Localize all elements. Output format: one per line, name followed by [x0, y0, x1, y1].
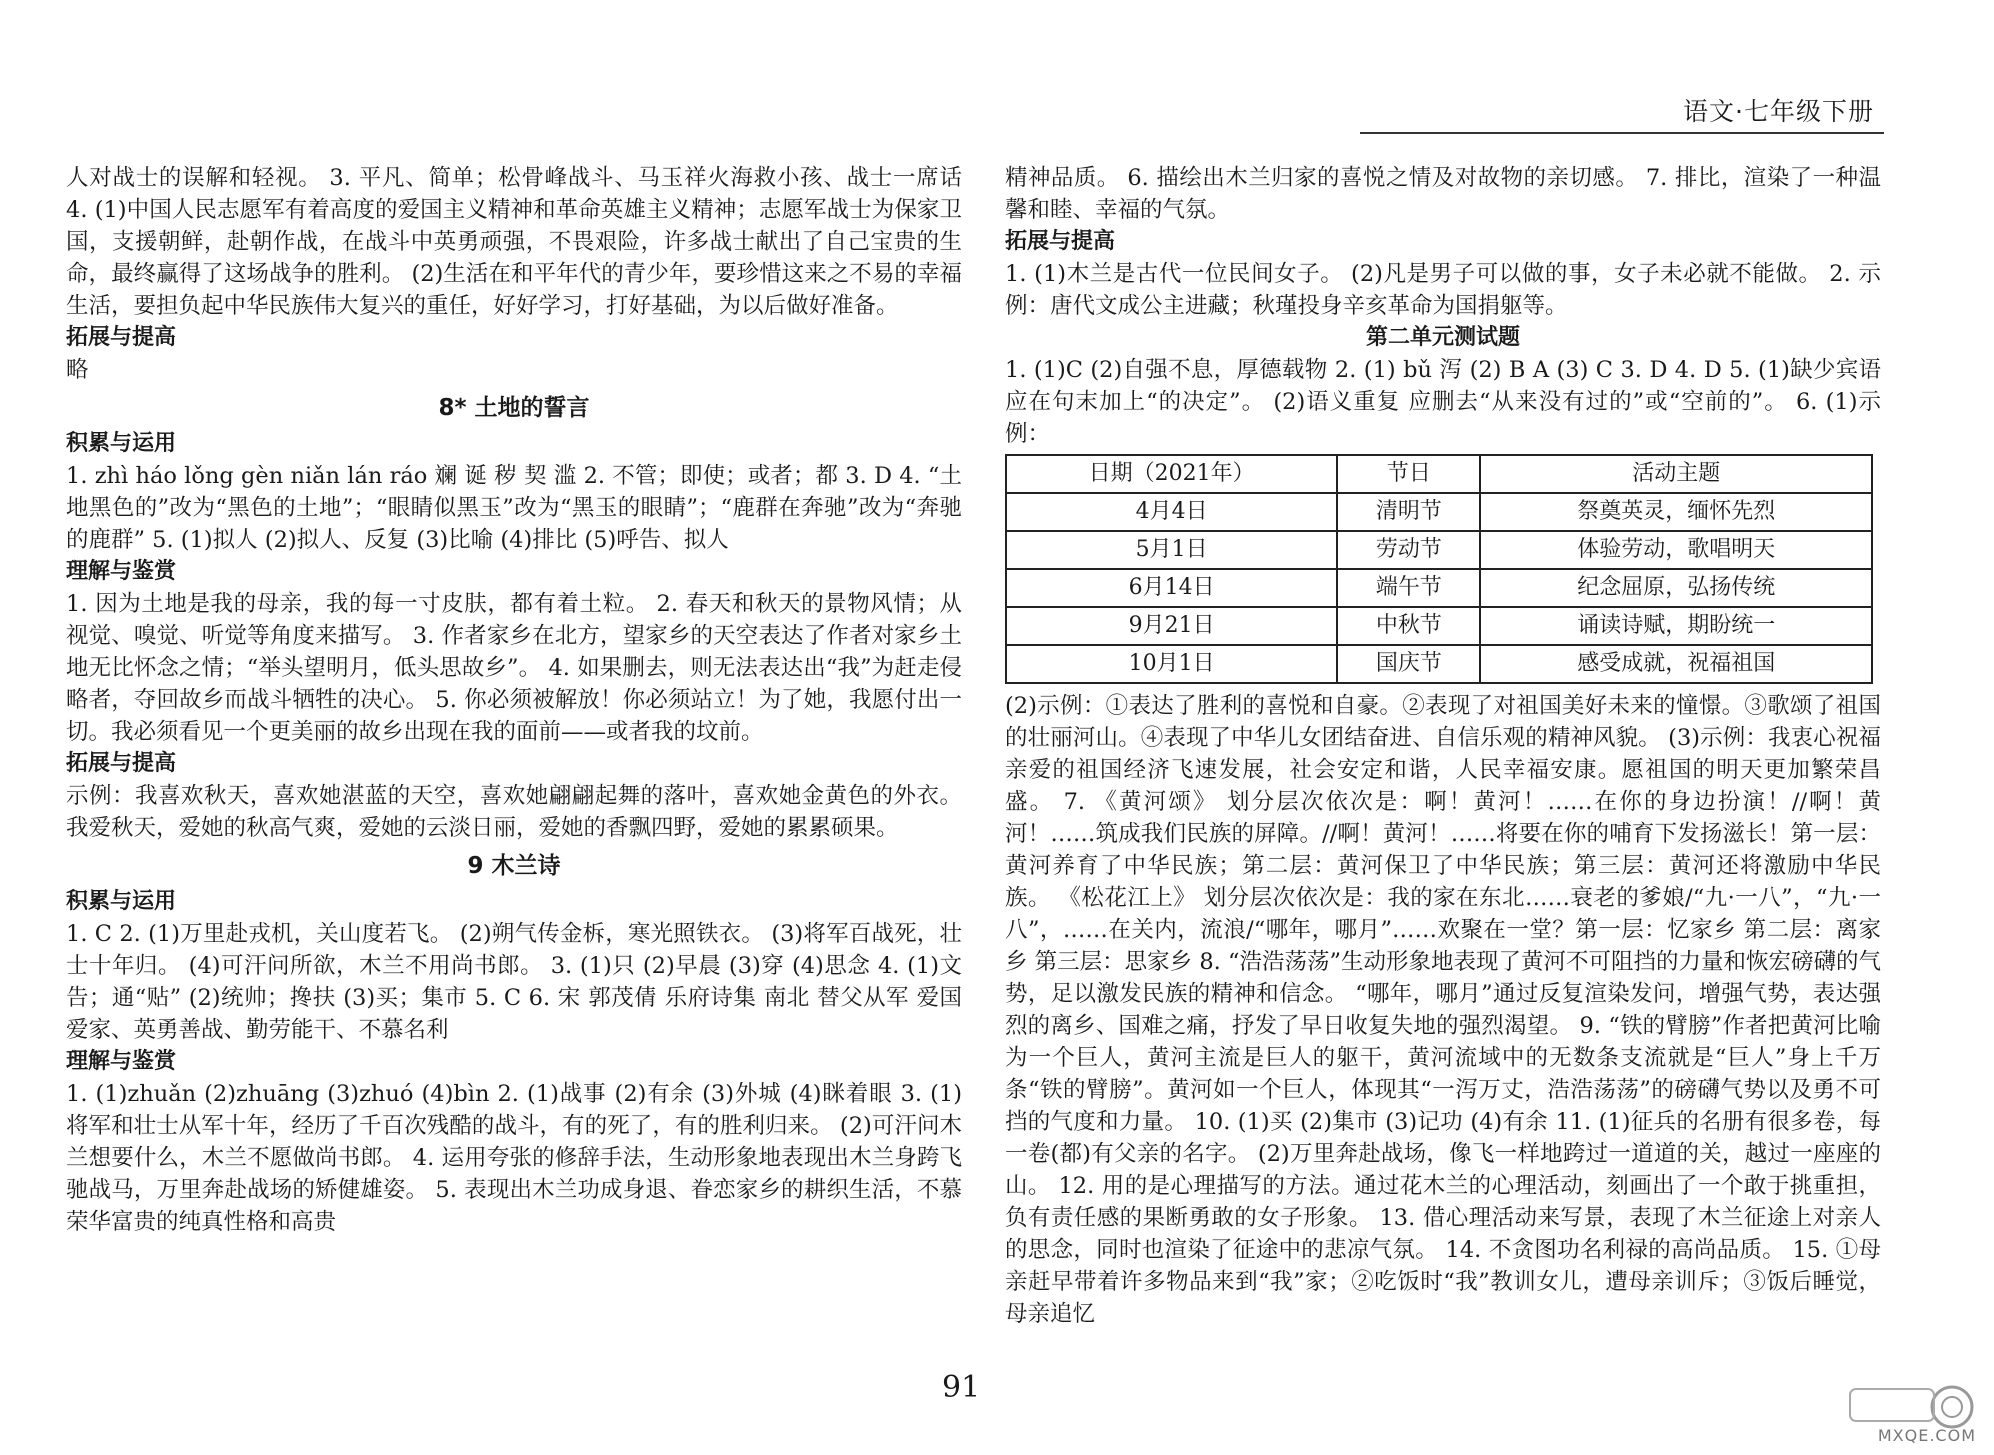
table-row [1006, 493, 1872, 531]
page-number: 91 [942, 1370, 981, 1405]
table-cell: 体验劳动，歌唱明天 [1480, 531, 1872, 569]
unit-test-title: 第二单元测试题 [1365, 325, 1520, 350]
unit-test-answers: (2)示例：①表达了胜利的喜悦和自豪。②表现了对祖国美好未来的憧憬。③歌颂了祖国的壮丽河山。④表现了中华儿女团结奋进、自信乐观的精神风貌。 (3)示例：我衷心祝福亲爱的祖国经济飞速发展，社会安定和谐，人民幸福安康。愿祖国的明天更加繁荣昌盛。 7. 《黄河颂》 划分层次依次是：啊！黄河！……在你的身边扮演！//啊！黄河！……筑成我们民族的屏障。//啊！黄河！……将要在你的哺育下发扬滋长！第一层：黄河养育了中华民族；第二层：黄河保卫了中华民族；第三层：黄河还将激励中华民族。 《松花江上》 划分层次依次是：我的家在东北……衰老的爹娘/“九·一八”，“九·一八”，……在关内，流浪/“哪年，哪月”……欢聚在一堂？第一层：忆家乡 第二层：离家乡 第三层：思家乡 8. “浩浩荡荡”生动形象地表现了黄河不可阻挡的力量和恢宏磅礴的气势，足以激发民族的精神和信念。 “哪年，哪月”通过反复渲染发问，增强气势，表达强烈的离乡、国难之痛，抒发了早日收复失地的强烈渴望。 9. “铁的臂膀”作者把黄河比喻为一个巨人，黄河主流是巨人的躯干，黄河流域中的无数条支流就是“巨人”身上千万条“铁的臂膀”。黄河如一个巨人，体现其“一泻万丈，浩浩荡荡”的磅礴气势以及勇不可挡的气度和力量。 10. (1)买 (2)集市 (3)记功 (4)有余 11. (1)征兵的名册有很多卷，每一卷(都)有父亲的名字。 (2)万里奔赴战场，像飞一样地跨过一道道的关，越过一座座的山。 12. 用的是心理描写的方法。通过花木兰的心理活动，刻画出了一个敢于挑重担，负有责任感的果断勇敢的女子形象。 13. 借心理活动来写景，表现了木兰征途上对亲人的思念，同时也渲染了征途中的悲凉气氛。 14. 不贪图功名利禄的高尚品质。 15. ①母亲赶早带着许多物品来到“我”家；②吃饭时“我”教训女儿，遭母亲训斥；③饭后睡觉，母亲追忆 [1005, 693, 1881, 1327]
table-cell: 5月1日 [1006, 531, 1337, 569]
header-divider [1360, 132, 1884, 134]
section-text-extend-3: 1. (1)木兰是古代一位民间女子。 (2)凡是男子可以做的事，女子未必就不能做。 2. 示例：唐代文成公主进藏；秋瑾投身辛亥革命为国捐躯等。 [1005, 261, 1881, 319]
section-text-appreciate: 1. 因为土地是我的母亲，我的每一寸皮肤，都有着土粒。 2. 春天和秋天的景物风情；从视觉、嗅觉、听觉等角度来描写。 3. 作者家乡在北方，望家乡的天空表达了作者对家乡土地无比怀念之情；“举头望明月，低头思故乡”。 4. 如果删去，则无法表达出“我”为赶走侵略者，夺回故乡而战斗牺牲的决心。 5. 你必须被解放！你必须站立！为了她，我愿付出一切。我必须看见一个更美丽的故乡出现在我的面前——或者我的坟前。 [66, 591, 962, 745]
section-text-extend-2: 示例：我喜欢秋天，喜欢她湛蓝的天空，喜欢她翩翩起舞的落叶，喜欢她金黄色的外衣。我爱秋天，爱她的秋高气爽，爱她的云淡日丽，爱她的香飘四野，爱她的累累硕果。 [66, 783, 962, 841]
table-header-cell: 日期（2021年） [1006, 455, 1337, 493]
table-row [1006, 607, 1872, 645]
left-column [66, 162, 962, 1238]
table-row [1006, 569, 1872, 607]
table-cell: 感受成就，祝福祖国 [1480, 645, 1872, 683]
table-cell: 10月1日 [1006, 645, 1337, 683]
unit-test-text: 1. (1)C (2)自强不息，厚德载物 2. (1) bǔ 泻 (2) B A (3) C 3. D 4. D 5. (1)缺少宾语 应在句末加上“的决定”。 (2)语义重复 应删去“从来没有过的”或“空前的”。 6. (1)示例： [1005, 357, 1881, 447]
table-header-row [1006, 455, 1872, 493]
table-cell: 6月14日 [1006, 569, 1337, 607]
lesson-title-8: 8* 土地的誓言 [438, 395, 590, 421]
header-title: 语文·七年级下册 [1683, 97, 1874, 126]
section-heading-appreciate-2: 理解与鉴赏 [66, 1049, 177, 1074]
table-cell: 9月21日 [1006, 607, 1337, 645]
section-heading-appreciate: 理解与鉴赏 [66, 559, 177, 584]
table-cell: 劳动节 [1337, 531, 1480, 569]
table-cell: 清明节 [1337, 493, 1480, 531]
activity-table [1005, 454, 1873, 684]
right-column [1005, 162, 1881, 1330]
table-row [1006, 645, 1872, 683]
section-heading-extend-3: 拓展与提高 [1005, 229, 1116, 254]
table-cell: 中秋节 [1337, 607, 1480, 645]
section-text-accumulate-2: 1. C 2. (1)万里赴戎机，关山度若飞。 (2)朔气传金柝，寒光照铁衣。 (3)将军百战死，壮士十年归。 (4)可汗问所欲，木兰不用尚书郎。 3. (1)只 (2)早晨 (3)穿 (4)思念 4. (1)文告；通“贴” (2)统帅；搀扶 (3)买；集市 5. C 6. 宋 郭茂倩 乐府诗集 南北 替父从军 爱国爱家、英勇善战、勤劳能干、不慕名利 [66, 921, 962, 1043]
watermark-url: MXQE.COM [1877, 1426, 1976, 1445]
table-cell: 4月4日 [1006, 493, 1337, 531]
section-heading-accumulate-2: 积累与运用 [66, 889, 177, 914]
table-header-cell: 活动主题 [1480, 455, 1872, 493]
section-heading-accumulate: 积累与运用 [66, 431, 177, 456]
table-cell: 诵读诗赋，期盼统一 [1480, 607, 1872, 645]
table-header-cell: 节日 [1337, 455, 1480, 493]
table-cell: 国庆节 [1337, 645, 1480, 683]
section-heading-extend-2: 拓展与提高 [66, 751, 177, 776]
left-paragraph-intro: 人对战士的误解和轻视。 3. 平凡、简单；松骨峰战斗、马玉祥火海救小孩、战士一席话 4. (1)中国人民志愿军有着高度的爱国主义精神和革命英雄主义精神；志愿军战士为保家卫国，支援朝鲜，赴朝作战，在战斗中英勇顽强，不畏艰险，许多战士献出了自己宝贵的生命，最终赢得了这场战争的胜利。 (2)生活在和平年代的青少年，要珍惜这来之不易的幸福生活，要担负起中华民族伟大复兴的重任，好好学习，打好基础，为以后做好准备。 [66, 165, 962, 319]
section-heading-extend: 拓展与提高 [66, 325, 177, 350]
table-row [1006, 531, 1872, 569]
section-text-appreciate-2: 1. (1)zhuǎn (2)zhuāng (3)zhuó (4)bìn 2. (1)战事 (2)有余 (3)外城 (4)眯着眼 3. (1)将军和壮士从军十年，经历了千百次残酷的战斗，有的死了，有的胜利归来。 (2)可汗问木兰想要什么，木兰不愿做尚书郎。 4. 运用夸张的修辞手法，生动形象地表现出木兰身跨飞驰战马，万里奔赴战场的矫健雄姿。 5. 表现出木兰功成身退、眷恋家乡的耕织生活，不慕荣华富贵的纯真性格和高贵 [66, 1081, 962, 1235]
lesson-title-9: 9 木兰诗 [467, 853, 561, 879]
section-text-accumulate: 1. zhì háo lǒng gèn niǎn lán ráo 斓 诞 秽 契 滥 2. 不管；即使；或者；都 3. D 4. “土地黑色的”改为“黑色的土地”；“眼睛似黑玉”改为“黑玉的眼睛”；“鹿群在奔驰”改为“奔驰的鹿群” 5. (1)拟人 (2)拟人、反复 (3)比喻 (4)排比 (5)呼告、拟人 [66, 463, 962, 553]
right-paragraph-intro: 精神品质。 6. 描绘出木兰归家的喜悦之情及对故物的亲切感。 7. 排比，渲染了一种温馨和睦、幸福的气氛。 [1005, 165, 1881, 223]
table-cell: 祭奠英灵，缅怀先烈 [1480, 493, 1872, 531]
table-cell: 纪念屈原，弘扬传统 [1480, 569, 1872, 607]
table-cell: 端午节 [1337, 569, 1480, 607]
section-text-extend: 略 [66, 357, 89, 383]
